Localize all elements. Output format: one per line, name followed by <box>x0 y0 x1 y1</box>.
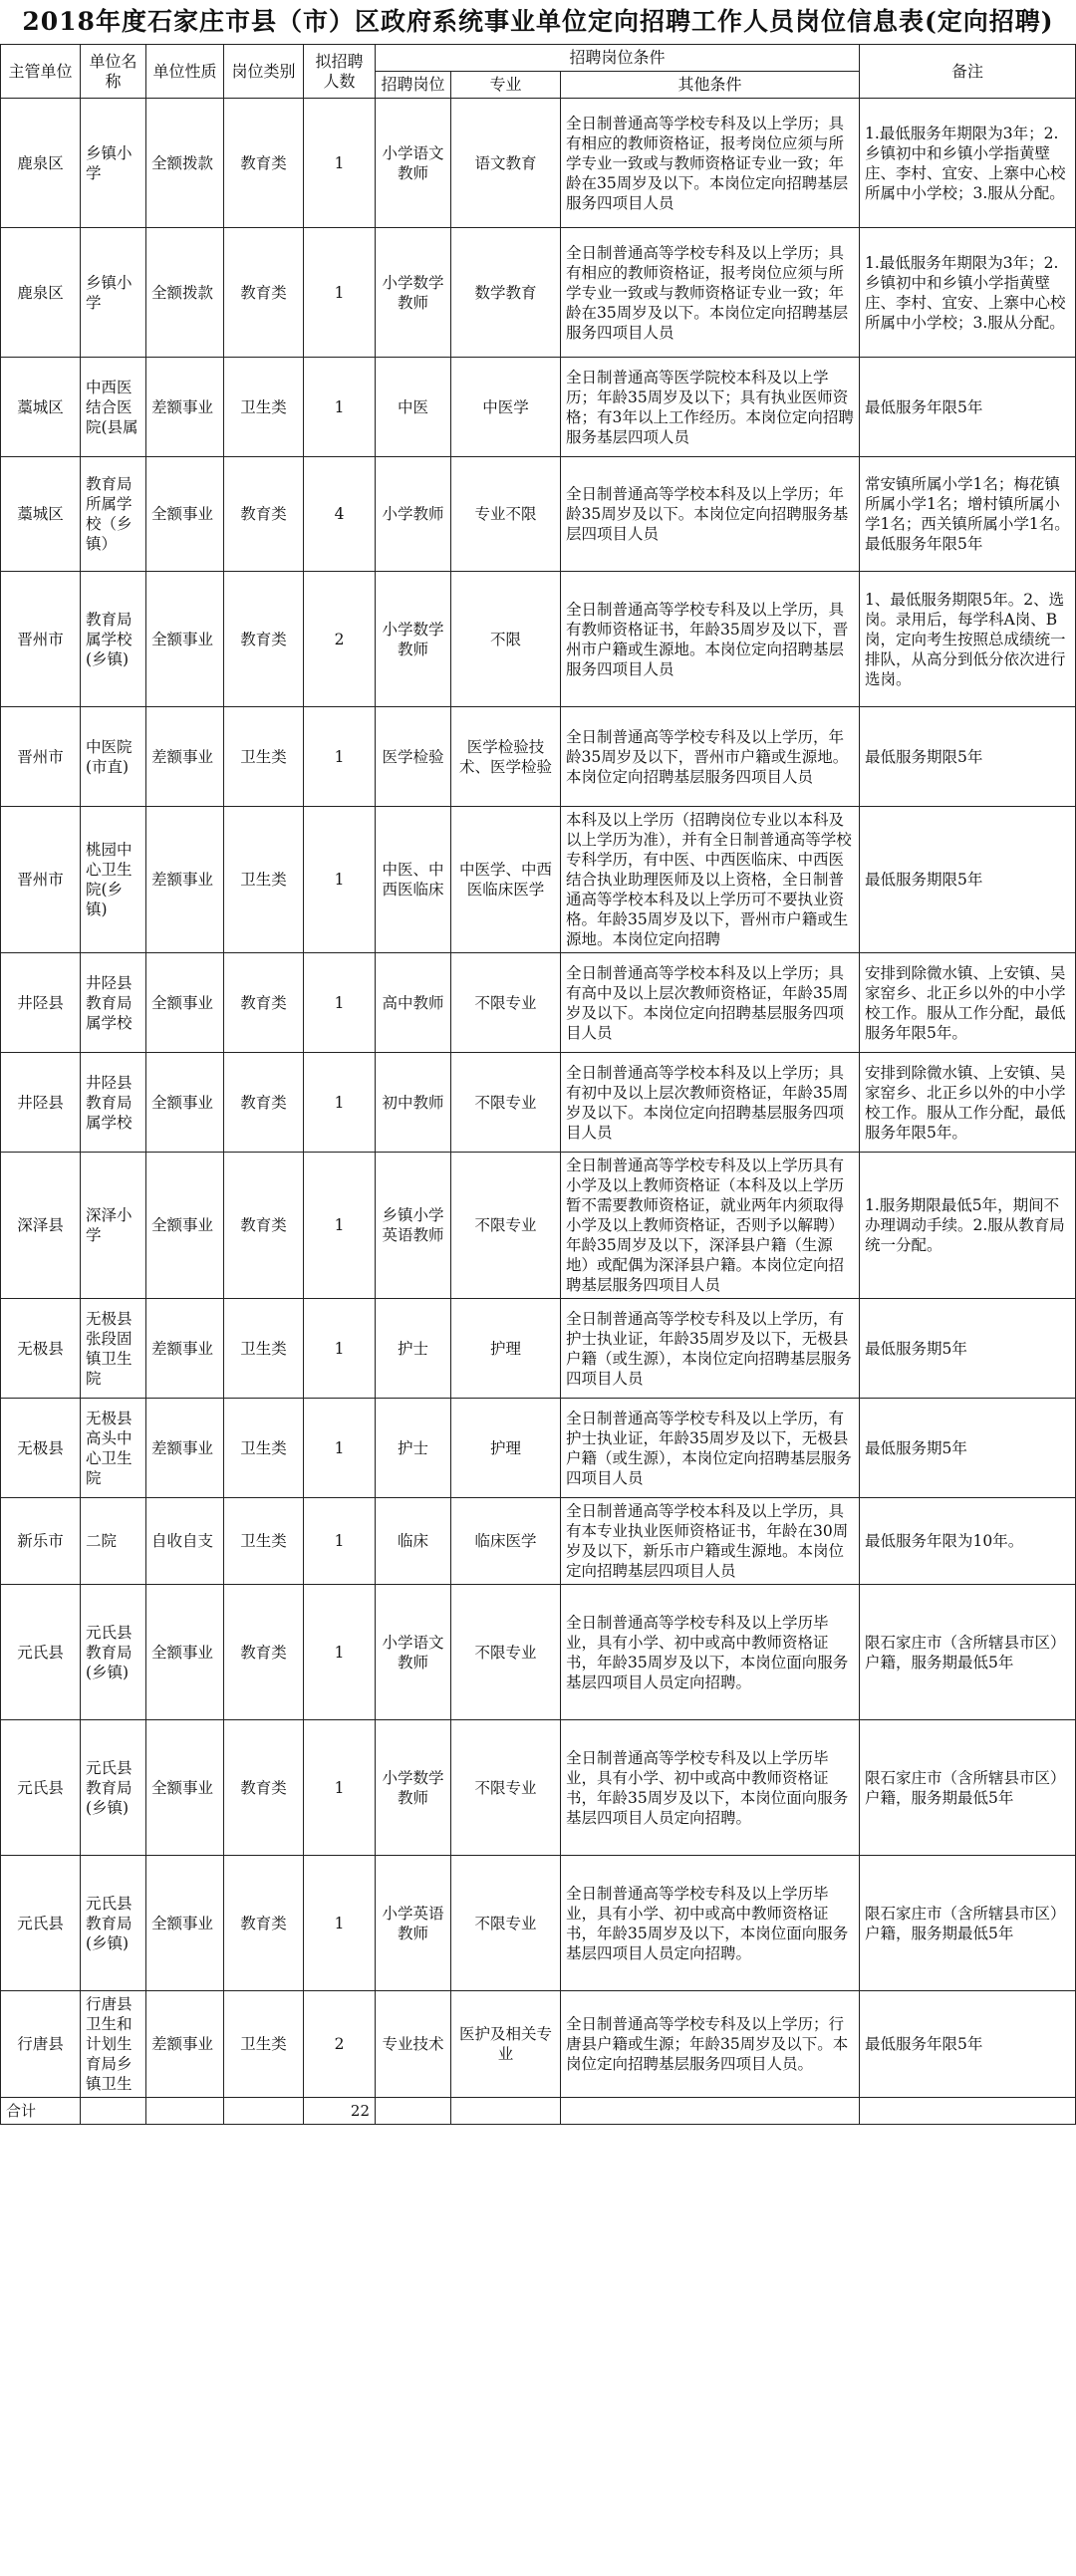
table-row <box>1 953 1076 1053</box>
cell-nature: 自收自支 <box>146 1498 224 1585</box>
cell-count: 1 <box>304 1856 376 1991</box>
cell-other: 全日制普通高等学校本科及以上学历，具有本专业执业医师资格证书，年龄在30周岁及以下，新乐市户籍或生源地。本岗位定向招聘基层四项目人员 <box>561 1498 860 1585</box>
table-row <box>1 572 1076 707</box>
cell-count: 4 <box>304 457 376 572</box>
cell-category: 教育类 <box>224 572 304 707</box>
cell-position: 临床 <box>376 1498 451 1585</box>
cell-dept: 元氏县 <box>1 1585 81 1720</box>
cell-other: 全日制普通高等学校专科及以上学历，有护士执业证，年龄35周岁及以下，无极县户籍（或生源），本岗位定向招聘基层服务四项目人员 <box>561 1299 860 1399</box>
cell-count: 1 <box>304 807 376 953</box>
cell-other: 全日制普通高等学校专科及以上学历，有护士执业证，年龄35周岁及以下，无极县户籍（或生源），本岗位定向招聘基层服务四项目人员 <box>561 1399 860 1498</box>
cell-major: 中医学、中西医临床医学 <box>451 807 561 953</box>
cell-category: 教育类 <box>224 99 304 228</box>
cell-nature: 全额拨款 <box>146 99 224 228</box>
header-unit: 单位名称 <box>81 45 146 99</box>
table-row <box>1 807 1076 953</box>
table-row <box>1 1299 1076 1399</box>
cell-unit: 教育局属学校(乡镇) <box>81 572 146 707</box>
cell-major: 不限专业 <box>451 1153 561 1299</box>
cell-dept: 无极县 <box>1 1399 81 1498</box>
cell-remarks: 1.服务期限最低5年，期间不办理调动手续。2.服从教育局统一分配。 <box>860 1153 1076 1299</box>
cell-category: 教育类 <box>224 1720 304 1856</box>
cell-count: 1 <box>304 1720 376 1856</box>
cell-remarks: 常安镇所属小学1名；梅花镇所属小学1名；增村镇所属小学1名；西关镇所属小学1名。最低服务年限5年 <box>860 457 1076 572</box>
cell-dept: 元氏县 <box>1 1856 81 1991</box>
cell-category: 教育类 <box>224 953 304 1053</box>
cell-count: 1 <box>304 1498 376 1585</box>
table-row <box>1 99 1076 228</box>
cell-major: 不限专业 <box>451 1856 561 1991</box>
cell-other: 全日制普通高等学校专科及以上学历，年龄35周岁及以下，晋州市户籍或生源地。本岗位定向招聘基层服务四项目人员 <box>561 707 860 807</box>
cell-unit: 井陉县教育局属学校 <box>81 1053 146 1153</box>
cell-major: 不限专业 <box>451 953 561 1053</box>
cell-remarks: 最低服务期5年 <box>860 1299 1076 1399</box>
cell-nature: 全额事业 <box>146 1585 224 1720</box>
cell-remarks: 限石家庄市（含所辖县市区）户籍，服务期最低5年 <box>860 1585 1076 1720</box>
cell-nature: 全额事业 <box>146 1053 224 1153</box>
cell-count: 1 <box>304 1585 376 1720</box>
cell-category: 卫生类 <box>224 1991 304 2098</box>
total-empty <box>376 2098 451 2125</box>
header-count: 拟招聘人数 <box>304 45 376 99</box>
cell-remarks: 安排到除微水镇、上安镇、吴家窑乡、北正乡以外的中小学校工作。服从工作分配，最低服务年限5年。 <box>860 1053 1076 1153</box>
cell-remarks: 限石家庄市（含所辖县市区）户籍，服务期最低5年 <box>860 1856 1076 1991</box>
table-row <box>1 707 1076 807</box>
cell-position: 小学数学教师 <box>376 572 451 707</box>
recruitment-table <box>0 44 1076 2125</box>
cell-unit: 中西医结合医院(县属 <box>81 358 146 457</box>
cell-major: 不限专业 <box>451 1053 561 1153</box>
table-row <box>1 1498 1076 1585</box>
cell-major: 医学检验技术、医学检验 <box>451 707 561 807</box>
cell-position: 高中教师 <box>376 953 451 1053</box>
cell-nature: 差额事业 <box>146 1991 224 2098</box>
cell-major: 医护及相关专业 <box>451 1991 561 2098</box>
cell-position: 中医 <box>376 358 451 457</box>
cell-position: 初中教师 <box>376 1053 451 1153</box>
header-nature: 单位性质 <box>146 45 224 99</box>
cell-unit: 深泽小学 <box>81 1153 146 1299</box>
cell-remarks: 最低服务年限5年 <box>860 1991 1076 2098</box>
cell-nature: 差额事业 <box>146 707 224 807</box>
cell-unit: 井陉县教育局属学校 <box>81 953 146 1053</box>
total-label: 合计 <box>1 2098 81 2125</box>
cell-remarks: 最低服务年限5年 <box>860 358 1076 457</box>
cell-unit: 乡镇小学 <box>81 99 146 228</box>
cell-major: 不限专业 <box>451 1720 561 1856</box>
cell-unit: 二院 <box>81 1498 146 1585</box>
cell-nature: 差额事业 <box>146 1399 224 1498</box>
header-other: 其他条件 <box>561 72 860 99</box>
total-empty <box>561 2098 860 2125</box>
cell-position: 小学语文教师 <box>376 1585 451 1720</box>
cell-position: 小学语文教师 <box>376 99 451 228</box>
cell-position: 专业技术 <box>376 1991 451 2098</box>
cell-unit: 中医院(市直) <box>81 707 146 807</box>
cell-dept: 晋州市 <box>1 807 81 953</box>
cell-category: 教育类 <box>224 1153 304 1299</box>
cell-other: 全日制普通高等学校专科及以上学历；具有相应的教师资格证，报考岗位应须与所学专业一致或与教师资格证专业一致；年龄在35周岁及以下。本岗位定向招聘基层服务四项目人员 <box>561 99 860 228</box>
cell-dept: 井陉县 <box>1 953 81 1053</box>
header-remarks: 备注 <box>860 45 1076 99</box>
cell-count: 1 <box>304 228 376 358</box>
cell-unit: 无极县高头中心卫生院 <box>81 1399 146 1498</box>
total-empty <box>81 2098 146 2125</box>
cell-major: 语文教育 <box>451 99 561 228</box>
cell-unit: 元氏县教育局(乡镇) <box>81 1585 146 1720</box>
cell-dept: 鹿泉区 <box>1 99 81 228</box>
cell-position: 医学检验 <box>376 707 451 807</box>
cell-count: 2 <box>304 1991 376 2098</box>
cell-other: 全日制普通高等医学院校本科及以上学历；年龄35周岁及以下；具有执业医师资格；有3年以上工作经历。本岗位定向招聘服务基层四项人员 <box>561 358 860 457</box>
cell-other: 本科及以上学历（招聘岗位专业以本科及以上学历为准），并有全日制普通高等学校专科学历，有中医、中西医临床、中西医结合执业助理医师及以上资格，全日制普通高等学校本科及以上学历可不要执业资格。年龄35周岁及以下，晋州市户籍或生源地。本岗位定向招聘 <box>561 807 860 953</box>
cell-count: 1 <box>304 1399 376 1498</box>
cell-other: 全日制普通高等学校专科及以上学历毕业，具有小学、初中或高中教师资格证书，年龄35周岁及以下，本岗位面向服务基层四项目人员定向招聘。 <box>561 1720 860 1856</box>
cell-category: 卫生类 <box>224 707 304 807</box>
cell-unit: 行唐县卫生和计划生育局乡镇卫生 <box>81 1991 146 2098</box>
table-row <box>1 1153 1076 1299</box>
table-row <box>1 1991 1076 2098</box>
cell-major: 临床医学 <box>451 1498 561 1585</box>
cell-position: 乡镇小学英语教师 <box>376 1153 451 1299</box>
cell-nature: 全额事业 <box>146 953 224 1053</box>
cell-dept: 晋州市 <box>1 572 81 707</box>
header-position: 招聘岗位 <box>376 72 451 99</box>
cell-nature: 差额事业 <box>146 358 224 457</box>
cell-category: 教育类 <box>224 1585 304 1720</box>
cell-unit: 乡镇小学 <box>81 228 146 358</box>
cell-remarks: 安排到除微水镇、上安镇、吴家窑乡、北正乡以外的中小学校工作。服从工作分配，最低服务年限5年。 <box>860 953 1076 1053</box>
cell-position: 护士 <box>376 1399 451 1498</box>
cell-nature: 全额拨款 <box>146 228 224 358</box>
cell-unit: 桃园中心卫生院(乡镇) <box>81 807 146 953</box>
cell-nature: 差额事业 <box>146 1299 224 1399</box>
cell-major: 不限专业 <box>451 1585 561 1720</box>
table-row <box>1 1053 1076 1153</box>
cell-count: 1 <box>304 99 376 228</box>
cell-other: 全日制普通高等学校专科及以上学历，具有教师资格证书，年龄35周岁及以下，晋州市户籍或生源地。本岗位定向招聘基层服务四项目人员 <box>561 572 860 707</box>
cell-remarks: 最低服务期5年 <box>860 1399 1076 1498</box>
cell-category: 卫生类 <box>224 1399 304 1498</box>
cell-major: 不限 <box>451 572 561 707</box>
cell-unit: 无极县张段固镇卫生院 <box>81 1299 146 1399</box>
cell-dept: 行唐县 <box>1 1991 81 2098</box>
cell-remarks: 限石家庄市（含所辖县市区）户籍，服务期最低5年 <box>860 1720 1076 1856</box>
cell-remarks: 1.最低服务年期限为3年；2.乡镇初中和乡镇小学指黄壁庄、李村、宜安、上寨中心校所属中小学校；3.服从分配。 <box>860 99 1076 228</box>
header-dept: 主管单位 <box>1 45 81 99</box>
cell-category: 教育类 <box>224 457 304 572</box>
cell-other: 全日制普通高等学校专科及以上学历毕业，具有小学、初中或高中教师资格证书，年龄35周岁及以下，本岗位面向服务基层四项目人员定向招聘。 <box>561 1856 860 1991</box>
cell-position: 小学数学教师 <box>376 228 451 358</box>
cell-count: 1 <box>304 1053 376 1153</box>
header-category: 岗位类别 <box>224 45 304 99</box>
cell-nature: 差额事业 <box>146 807 224 953</box>
cell-count: 1 <box>304 1153 376 1299</box>
cell-category: 卫生类 <box>224 1299 304 1399</box>
table-row <box>1 1720 1076 1856</box>
cell-dept: 深泽县 <box>1 1153 81 1299</box>
cell-unit: 元氏县教育局(乡镇) <box>81 1856 146 1991</box>
cell-nature: 全额事业 <box>146 1720 224 1856</box>
cell-other: 全日制普通高等学校本科及以上学历；具有高中及以上层次教师资格证，年龄35周岁及以下。本岗位定向招聘基层服务四项目人员 <box>561 953 860 1053</box>
cell-major: 中医学 <box>451 358 561 457</box>
table-row <box>1 1399 1076 1498</box>
cell-dept: 新乐市 <box>1 1498 81 1585</box>
cell-other: 全日制普通高等学校专科及以上学历具有小学及以上教师资格证（本科及以上学历暂不需要教师资格证，就业两年内须取得小学及以上教师资格证，否则予以解聘）年龄35周岁及以下，深泽县户籍（生源地）或配偶为深泽县户籍。本岗位定向招聘基层服务四项目人员 <box>561 1153 860 1299</box>
cell-category: 卫生类 <box>224 807 304 953</box>
cell-major: 护理 <box>451 1399 561 1498</box>
total-count: 22 <box>304 2098 376 2125</box>
cell-other: 全日制普通高等学校本科及以上学历；具有初中及以上层次教师资格证，年龄35周岁及以下。本岗位定向招聘基层服务四项目人员 <box>561 1053 860 1153</box>
cell-dept: 无极县 <box>1 1299 81 1399</box>
total-empty <box>451 2098 561 2125</box>
cell-count: 2 <box>304 572 376 707</box>
cell-dept: 晋州市 <box>1 707 81 807</box>
cell-major: 专业不限 <box>451 457 561 572</box>
cell-position: 护士 <box>376 1299 451 1399</box>
cell-count: 1 <box>304 953 376 1053</box>
cell-count: 1 <box>304 707 376 807</box>
cell-position: 中医、中西医临床 <box>376 807 451 953</box>
cell-major: 护理 <box>451 1299 561 1399</box>
cell-dept: 藁城区 <box>1 457 81 572</box>
table-row <box>1 358 1076 457</box>
cell-nature: 全额事业 <box>146 572 224 707</box>
table-row <box>1 1585 1076 1720</box>
cell-nature: 全额事业 <box>146 1153 224 1299</box>
cell-position: 小学数学教师 <box>376 1720 451 1856</box>
cell-remarks: 最低服务期限5年 <box>860 707 1076 807</box>
total-empty <box>146 2098 224 2125</box>
header-conditions-group: 招聘岗位条件 <box>376 45 860 72</box>
cell-nature: 全额事业 <box>146 457 224 572</box>
cell-dept: 井陉县 <box>1 1053 81 1153</box>
cell-other: 全日制普通高等学校本科及以上学历；年龄35周岁及以下。本岗位定向招聘服务基层四项目人员 <box>561 457 860 572</box>
cell-remarks: 1.最低服务年期限为3年；2.乡镇初中和乡镇小学指黄壁庄、李村、宜安、上寨中心校所属中小学校；3.服从分配。 <box>860 228 1076 358</box>
cell-major: 数学教育 <box>451 228 561 358</box>
total-row <box>1 2098 1076 2125</box>
cell-remarks: 最低服务期限5年 <box>860 807 1076 953</box>
cell-category: 卫生类 <box>224 1498 304 1585</box>
cell-position: 小学教师 <box>376 457 451 572</box>
cell-category: 教育类 <box>224 1856 304 1991</box>
cell-category: 教育类 <box>224 228 304 358</box>
cell-count: 1 <box>304 1299 376 1399</box>
cell-dept: 鹿泉区 <box>1 228 81 358</box>
cell-dept: 藁城区 <box>1 358 81 457</box>
cell-nature: 全额事业 <box>146 1856 224 1991</box>
total-empty <box>860 2098 1076 2125</box>
cell-remarks: 最低服务年限为10年。 <box>860 1498 1076 1585</box>
cell-category: 卫生类 <box>224 358 304 457</box>
table-row <box>1 228 1076 358</box>
header-major: 专业 <box>451 72 561 99</box>
table-row <box>1 457 1076 572</box>
cell-other: 全日制普通高等学校专科及以上学历毕业，具有小学、初中或高中教师资格证书，年龄35周岁及以下，本岗位面向服务基层四项目人员定向招聘。 <box>561 1585 860 1720</box>
cell-other: 全日制普通高等学校专科及以上学历；行唐县户籍或生源；年龄35周岁及以下。本岗位定向招聘基层服务四项目人员。 <box>561 1991 860 2098</box>
cell-dept: 元氏县 <box>1 1720 81 1856</box>
total-empty <box>224 2098 304 2125</box>
table-row <box>1 1856 1076 1991</box>
cell-category: 教育类 <box>224 1053 304 1153</box>
cell-remarks: 1、最低服务期限5年。2、选岗。录用后，每学科A岗、B岗，定向考生按照总成绩统一排队，从高分到低分依次进行选岗。 <box>860 572 1076 707</box>
cell-count: 1 <box>304 358 376 457</box>
cell-unit: 元氏县教育局(乡镇) <box>81 1720 146 1856</box>
page-title: 2018年度石家庄市县（市）区政府系统事业单位定向招聘工作人员岗位信息表(定向招聘) <box>22 7 1054 36</box>
cell-other: 全日制普通高等学校专科及以上学历；具有相应的教师资格证，报考岗位应须与所学专业一致或与教师资格证专业一致；年龄在35周岁及以下。本岗位定向招聘基层服务四项目人员 <box>561 228 860 358</box>
cell-unit: 教育局所属学校（乡镇） <box>81 457 146 572</box>
cell-position: 小学英语教师 <box>376 1856 451 1991</box>
